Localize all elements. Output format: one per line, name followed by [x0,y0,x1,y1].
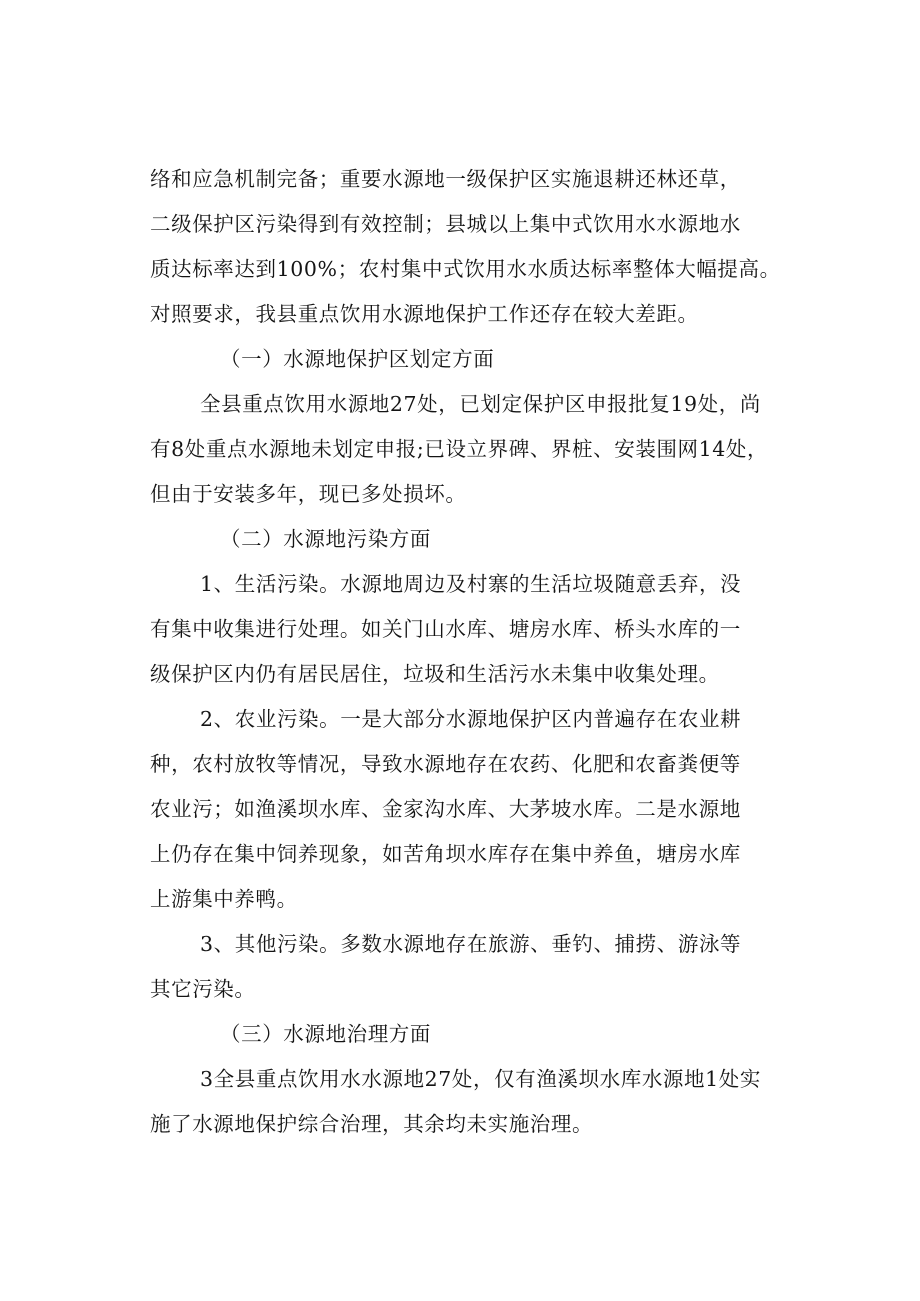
paragraph-line: 有集中收集进行处理。如关门山水库、塘房水库、桥头水库的一 [150,617,741,641]
document-body [150,157,810,1147]
paragraph-line: 上仍存在集中饲养现象，如苦角坝水库存在集中养鱼，塘房水库 [150,842,741,866]
paragraph-line: 对照要求，我县重点饮用水源地保护工作还存在较大差距。 [150,302,699,326]
heading-text: （三）水源地治理方面 [220,1022,431,1046]
paragraph-line: 质达标率达到100%；农村集中式饮用水水质达标率整体大幅提高。 [150,257,781,281]
paragraph-line: 3、其他污染。多数水源地存在旅游、垂钓、捕捞、游泳等 [200,932,742,956]
paragraph-line: 有8处重点水源地未划定申报;已设立界碑、界桩、安装围网14处， [150,437,769,461]
heading-text: （一）水源地保护区划定方面 [220,347,495,371]
paragraph [150,1057,810,1147]
paragraph [150,697,810,922]
section-heading [150,337,810,382]
paragraph-line: 施了水源地保护综合治理，其余均未实施治理。 [150,1112,594,1136]
paragraph-line: 二级保护区污染得到有效控制；县城以上集中式饮用水水源地水 [150,212,741,236]
paragraph-line: 但由于安装多年，现已多处损坏。 [150,482,467,506]
paragraph-line: 上游集中养鸭。 [150,887,298,911]
heading-text: （二）水源地污染方面 [220,527,431,551]
paragraph-line: 级保护区内仍有居民居住，垃圾和生活污水未集中收集处理。 [150,662,720,686]
paragraph [150,922,810,1012]
paragraph [150,562,810,697]
paragraph-line: 3全县重点饮用水水源地27处，仅有渔溪坝水库水源地1处实 [200,1067,761,1091]
paragraph-line: 1、生活污染。水源地周边及村寨的生活垃圾随意丢弃，没 [200,572,742,596]
paragraph-line: 农业污；如渔溪坝水库、金家沟水库、大茅坡水库。二是水源地 [150,797,741,821]
paragraph-line: 其它污染。 [150,977,256,1001]
paragraph-line: 全县重点饮用水源地27处，已划定保护区申报批复19处，尚 [200,392,761,416]
section-heading [150,517,810,562]
section-heading [150,1012,810,1057]
paragraph-line: 2、农业污染。一是大部分水源地保护区内普遍存在农业耕 [200,707,742,731]
paragraph-line: 络和应急机制完备；重要水源地一级保护区实施退耕还林还草， [150,167,741,191]
paragraph [150,382,810,517]
paragraph-line: 种，农村放牧等情况，导致水源地存在农药、化肥和农畜粪便等 [150,752,741,776]
paragraph [150,157,810,337]
